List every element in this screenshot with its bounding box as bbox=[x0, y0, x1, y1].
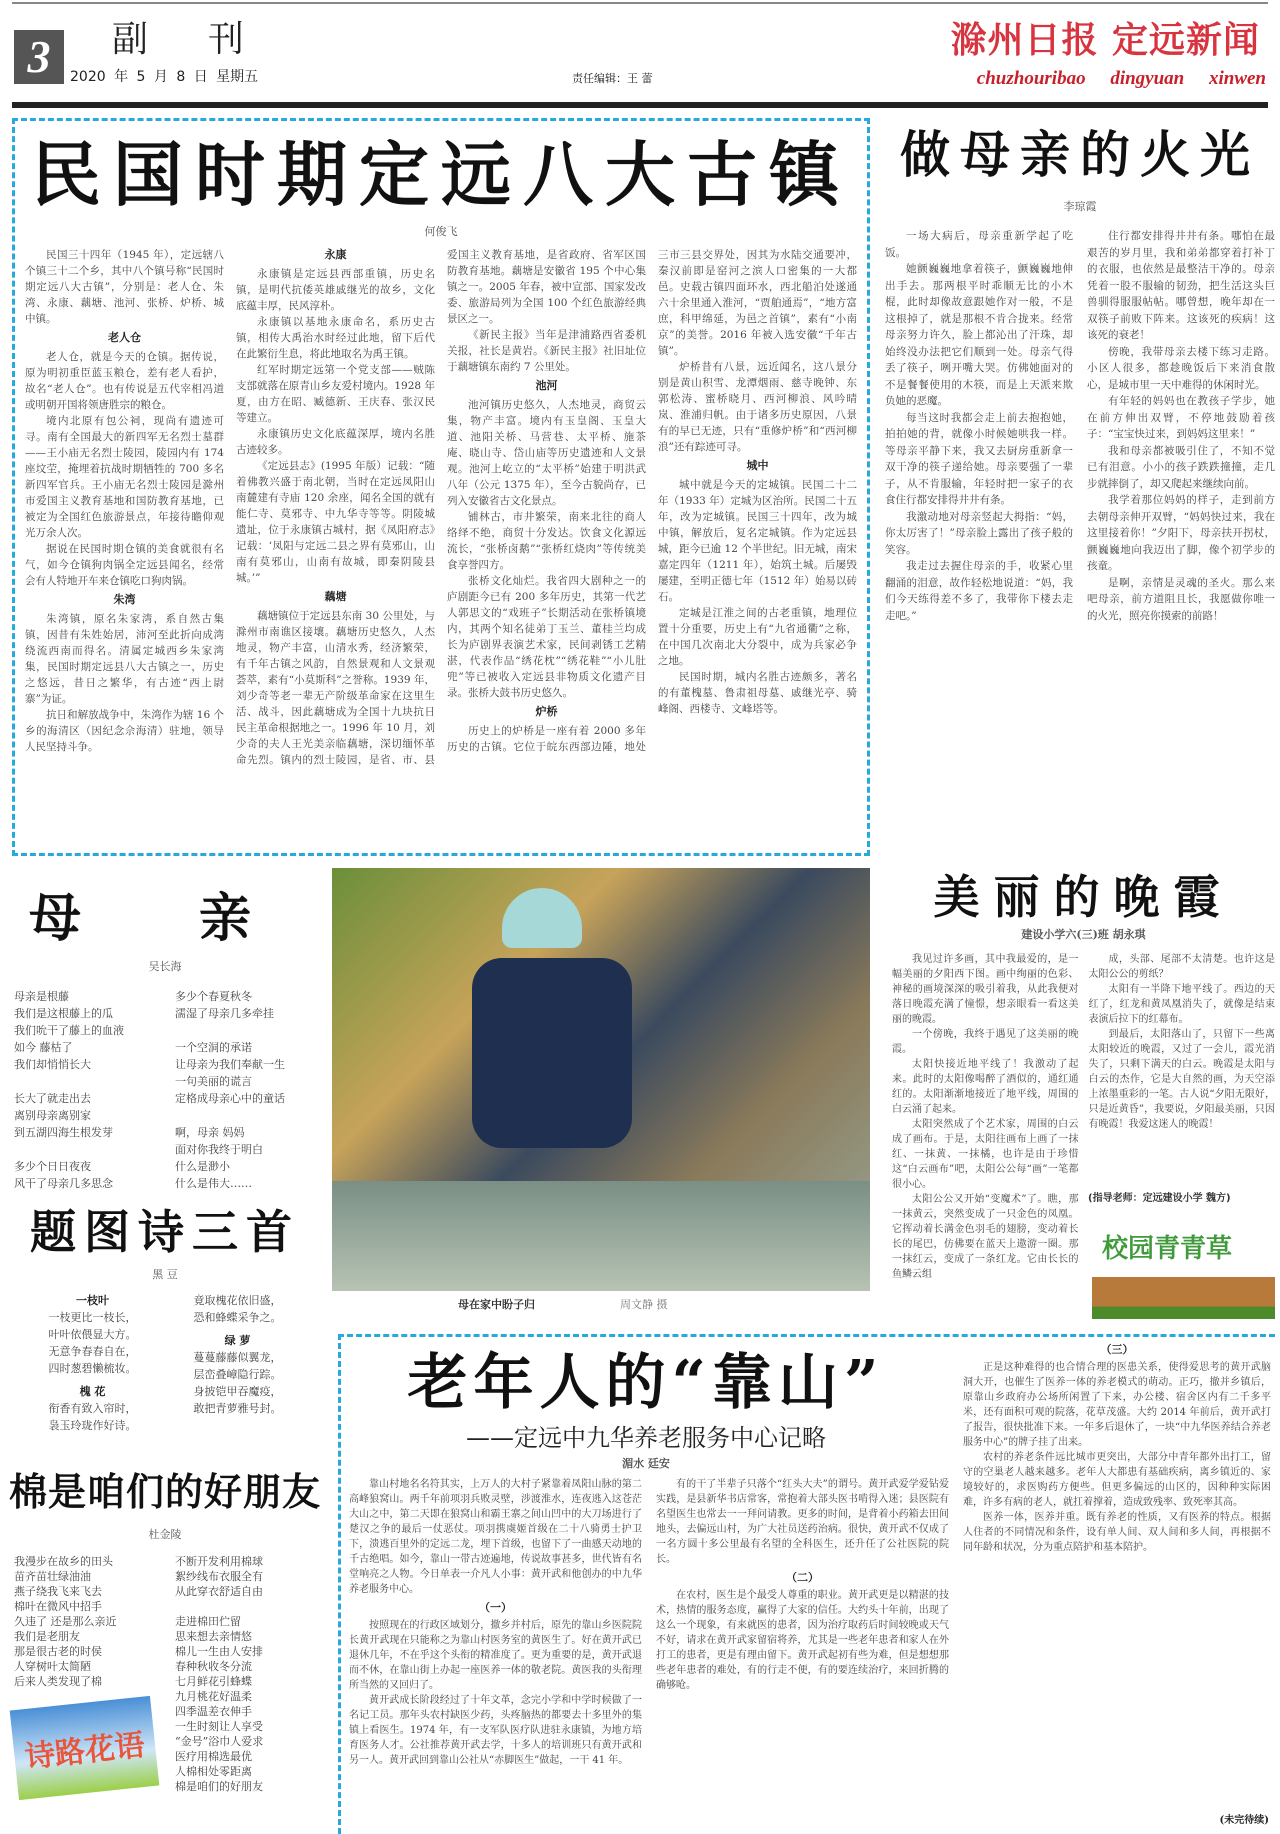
section-heading: 永康 bbox=[324, 248, 347, 261]
photo-elderly-woman bbox=[332, 868, 870, 1291]
article-author: 何俊飞 bbox=[424, 225, 458, 238]
paragraph: 黄开武成长阶段经过了十年文革，念完小学和中学时候做了一名记工员。那年头农村缺医少药，头疼脑热的都要去十多里外的集镇上看医生。1974 年，有一支军队医疗队进驻永康镇，为地方培育医务人才。公社推荐黄开武去学，十多人的培训班只有黄开武和另一人。黄开武回到靠山公社从“赤脚医生”做起，一干 41 年。 bbox=[349, 1695, 642, 1766]
paragraph: 我激动地对母亲竖起大拇指：“妈，你太厉害了！”母亲脸上露出了孩子般的笑容。 bbox=[885, 510, 1073, 556]
paragraph: 抗日和解放战争中，朱湾作为辖 16 个乡的海清区（因纪念佘海清）驻地，领导人民坚持斗争。 bbox=[25, 709, 224, 753]
poem-line: 恐和蜂蝶采争之。 bbox=[193, 1311, 282, 1324]
poem-line bbox=[175, 1599, 316, 1614]
paragraph: 我见过许多画，其中我最爱的，是一幅美丽的夕阳西下图。画中绚丽的色彩、神秘的画境深深的吸引着我，从此我便对落日晚霞充满了憧憬，想亲眼看一看这美丽的晚霞。 bbox=[892, 954, 1079, 1025]
poem-line: 我们吮干了藤上的血液 bbox=[14, 1024, 124, 1037]
editor-credit: 责任编辑：王 蕾 bbox=[572, 72, 653, 85]
article-body bbox=[349, 1477, 949, 1827]
section-heading: 池河 bbox=[535, 379, 558, 392]
paragraph: 《新民主报》当年是津浦路西省委机关报，社长是黄岩。《新民主报》社旧址位于藕塘镇东南约 7 公里处。 bbox=[447, 329, 646, 373]
poem-line: 叶叶依偎显大方。 bbox=[48, 1328, 137, 1341]
poem-line: 面对你我终于明白 bbox=[175, 1143, 263, 1156]
poem-line: 风干了母亲几多思念 bbox=[14, 1177, 113, 1190]
headscarf-shape bbox=[502, 888, 582, 948]
paragraph: 朱湾镇，原名朱家湾，系自然古集镇，因昔有朱姓始居，沛河至此折向成湾绕流西南而得名。清属定城西乡朱家湾集，民国时期定远县八大古镇之一，历史之悠远，昔日之繁华，有古迹“西上尉寨”为证。 bbox=[25, 613, 224, 705]
section-heading: （三） bbox=[1100, 1343, 1134, 1356]
section-heading: （一） bbox=[479, 1601, 512, 1614]
poem-line: 燕子绕我飞来飞去 bbox=[14, 1585, 102, 1598]
paragraph: 成，头部、尾部不太清楚。也许这是太阳公公的剪纸？ bbox=[1088, 954, 1275, 980]
article-body bbox=[25, 247, 857, 847]
poem-column-right bbox=[175, 988, 316, 1192]
paragraph: 在农村，医生是个最受人尊重的职业。黄开武更是以精湛的技术，热情的服务态度，赢得了大家的信任。大约头十年前，出现了这么一个现象，有来就医的患者，因为治疗取药后时间较晚或天气不好，请求在黄开武家留宿将养，尤其是一些老年患者和家人在外打工的患者，更是有理由留下。黄开武起初有些为难，但是想想那些老年患者的难处，有的行走不便，有的要连续治疗，来回折腾的确够呛。 bbox=[656, 1590, 949, 1691]
text-column bbox=[892, 952, 1079, 1282]
poem-line: 一枝更比一枝长， bbox=[48, 1311, 137, 1324]
poem-subtitle: 绿 萝 bbox=[224, 1334, 251, 1347]
poem-line: 思来想去亲情悠 bbox=[175, 1630, 252, 1643]
top-rule bbox=[12, 2, 1268, 4]
newspaper-logo-pinyin: chuzhouribao dingyuan xinwen bbox=[976, 68, 1266, 89]
text-column bbox=[963, 1339, 1271, 1809]
article-body-right bbox=[963, 1339, 1271, 1809]
campus-grass-badge: 校园青青草 bbox=[1092, 1214, 1275, 1319]
article-author: 湄水 廷安 bbox=[622, 1457, 670, 1470]
article-author: 建设小学六(三)班 胡永琪 bbox=[1021, 928, 1146, 941]
poem-line: 一句美丽的谎言 bbox=[175, 1075, 252, 1088]
article-title: 美丽的晚霞 bbox=[933, 870, 1234, 924]
poem-line: 敢把青萝雅号封。 bbox=[193, 1402, 282, 1415]
poem-body bbox=[0, 1292, 330, 1434]
poem-line: 离别母亲离别家 bbox=[14, 1109, 91, 1122]
page-number: 3 bbox=[14, 30, 64, 84]
newspaper-logo: 滁州日报 定远新闻 bbox=[950, 19, 1260, 61]
poem-line: 棉是咱们的好朋友 bbox=[175, 1780, 263, 1793]
section-title: 副刊 bbox=[112, 19, 305, 60]
poem-title: 棉是咱们的好朋友 bbox=[8, 1469, 321, 1514]
paragraph: 境内北原有包公祠，现尚有遗迹可寻。南有全国最大的新四军无名烈士墓群——王小庙无名烈士陵园，陵园内有 174 座坟茔，掩埋着抗战时期牺牲的 700 多名新四军官兵。王小庙无名烈士陵园是滁州市爱国主义教育基地和国防教育基地，已被定为全国红色旅游景点，年接待瞻仰观光万余人次。 bbox=[25, 415, 224, 539]
poem-line: 一生时刻让人享受 bbox=[175, 1720, 263, 1733]
poem-line: 身披铠甲吞魔疫， bbox=[193, 1385, 282, 1398]
text-column bbox=[885, 228, 1073, 848]
section-heading: （二） bbox=[786, 1571, 819, 1584]
paragraph: 一场大病后，母亲重新学起了吃饭。 bbox=[885, 230, 1073, 259]
poem-line: 后来人类发现了棉 bbox=[14, 1675, 102, 1688]
poem-line: 什么是伟大…… bbox=[175, 1177, 252, 1190]
article-title: 民国时期定远八大古镇 bbox=[31, 133, 851, 216]
paragraph: 池河镇历史悠久，人杰地灵，商贸云集，物产丰富。境内有玉皇阁、玉皇大道、池阳关桥、马营巷、太平桥、施茶庵、晓山寺、岱山庙等历史遗迹和人文景观。池河上屹立的“太平桥”始建于明洪武八年（公元 1375 年），至今古貌尚存，已列入安徽省古文化景点。 bbox=[447, 399, 646, 507]
poem-column-left bbox=[14, 988, 155, 1192]
poem-line bbox=[175, 1022, 316, 1039]
paragraph: 铺林古，市井繁荣，南来北往的商人络绎不绝，商贸十分发达。饮食文化源远流长，“张桥卤鹅”“张桥红烧肉”等传统美食享誉四方。 bbox=[447, 511, 646, 571]
paragraph: 永康镇以基地永康命名，系历史古镇，相传大禹治水时经过此地，留下后代在此繁衍生息，将此地取名为禹王镇。 bbox=[236, 316, 435, 360]
paragraph: 城中就是今天的定城镇。民国二十二年（1933 年）定城为区治所。民国二十五年，改为定城镇。民国三十四年，改为城中镇，解放后，复名定城镇。作为定远县城，距今已逾 12 个半世纪。旧无城，南宋嘉定四年（1211 年），始筑土城。后屡毁屡建，至明正德七年（1512 年）始易以砖石。 bbox=[658, 479, 857, 603]
poem-line: 无意争春春自在， bbox=[48, 1345, 137, 1358]
poem-line: 棉儿一生由人安排 bbox=[175, 1645, 263, 1658]
text-column bbox=[1087, 228, 1275, 848]
poem-stanza bbox=[175, 1292, 300, 1326]
poem-line: 从此穿衣舒适自由 bbox=[175, 1585, 263, 1598]
paragraph: 红军时期定远第一个党支部——贼陈支部就落在原青山乡友爱村境内。1928 年夏，由方在昭、臧德新、王庆春、张汉民等建立。 bbox=[236, 364, 435, 424]
photo-credit: 周文静 摄 bbox=[620, 1298, 668, 1311]
paragraph: 她颤巍巍地拿着筷子，颤巍巍地伸出手去。那两根平时乖顺无比的小木棍，此时却像故意跟她作对一般，不是这根掉了，就是那根不肯合拢来。经常母亲努力许久，脸上都沁出了汗珠，却始终没办法把它们顺到一处。母亲气得丢了筷子，咧开嘴大哭。仿佛她面对的不是餐餐使用的木筷，而是上天派来欺负她的恶魔。 bbox=[885, 263, 1073, 407]
poem-column-left bbox=[14, 1554, 155, 1689]
poem-subtitle: 槐 花 bbox=[79, 1385, 106, 1398]
photo-caption: 母在家中盼子归 bbox=[458, 1298, 535, 1311]
poem-mother bbox=[0, 880, 330, 1190]
paragraph: 农村的养老条件远比城市更突出，大部分中青年都外出打工，留守的空巢老人越来越多。老年人大都患有基础疾病，离乡镇近的、家境较好的，求医购药方便些。但更多偏远的山区的，因种种实际困难，许多有病的老人，就扛着撑着，造成致残率、致死率其高。 bbox=[963, 1452, 1271, 1508]
poem-line: 久违了 还是那么亲近 bbox=[14, 1615, 117, 1628]
poem-line: 九月桃花好温柔 bbox=[175, 1690, 252, 1703]
poem-line: 春种秋收冬分流 bbox=[175, 1660, 252, 1673]
paragraph: 到最后，太阳落山了，只留下一些离太阳较近的晚霞，又过了一会儿，霞光消失了，只剩下满天的白云。晚霞是太阳与白云的杰作，它是大自然的画，为天空添上浓墨重彩的一笔。古人说“夕阳无限好，只是近黄昏”，我要说，夕阳最美丽，只因有晚霞！我爱这迷人的晚霞！ bbox=[1088, 1029, 1275, 1130]
paragraph: 张桥文化灿烂。我省四大剧种之一的庐剧距今已有 200 多年历史，其第一代艺人郭思文的“戏班子”长期活动在张桥镇境内，其两个知名徒弟丁玉兰、董桂兰均成长为庐剧界表演艺术家，民间剥锈工艺精湛，代表作品“绣花枕”“绣花鞋”“小儿肚兜”等已被收入定远县非物质文化遗产目录。张桥大鼓书历史悠久。 bbox=[447, 575, 646, 699]
paragraph: 按照现在的行政区域划分，撤乡并村后，原先的靠山乡医院院长黄开武现在只能称之为靠山村医务室的黄医生了。好在黄开武已退休几年，不在乎这个头衔的精准度了。更为重要的是，黄开武退而不休，在靠山街上办起一座医养一体的敬老院。黄医我的头衔理所当然的又回归了。 bbox=[349, 1620, 642, 1691]
poem-line: 那是很古老的时侯 bbox=[14, 1645, 102, 1658]
poem-cotton-friend bbox=[0, 1460, 330, 1830]
paragraph: 太阳公公又开始“变魔术”了。瞧，那一抹黄云，突然变成了一只金色的凤凰。它挥动着长满金色羽毛的翅膀，变动着长长的尾巴，仿佛要在蓝天上遨游一圈。那一抹红云，变成了一条红龙。它由长长的鱼鳞云组 bbox=[892, 1194, 1079, 1280]
article-elderly-support bbox=[338, 1334, 1275, 1834]
paragraph: 历史上的炉桥是一座有着 2000 多年历史的古镇。它位于皖东西部边陲，地处三市三县交界处，因其为水陆交通要冲，秦汉前即是窑河之滨人口密集的一大都邑。史载古镇四面环水，西北船泊处遂通六十余里通入淮河，“贾舶通焉”，“地方富庶，科甲绵延，为邑之首镇”，素有“小南京”的美誉。2016 年被入选安徽“千年古镇”。 bbox=[447, 249, 857, 753]
poem-three-picture-poems bbox=[0, 1200, 330, 1450]
poem-line: 我们是这根藤上的瓜 bbox=[14, 1007, 113, 1020]
paragraph: 傍晚，我带母亲去楼下练习走路。小区人很多，都趁晚饭后下来消食散心，是城市里一天中难得的休闲时光。 bbox=[1087, 345, 1275, 391]
poem-line: 棉叶在微风中招手 bbox=[14, 1600, 102, 1613]
text-column bbox=[656, 1477, 949, 1827]
poem-line: 我们是老朋友 bbox=[14, 1630, 80, 1643]
poem-column-right bbox=[175, 1554, 316, 1794]
poem-line: 多少个春夏秋冬 bbox=[175, 990, 252, 1003]
paragraph: 每当这时我都会走上前去抱抱她，拍拍她的背，就像小时候她哄我一样。等母亲平静下来，我又去厨房重新拿一双干净的筷子递给她。母亲要强了一辈子，从不肯服输，年轻时把一家子的衣食住行都安排得井井有条。 bbox=[885, 411, 1073, 506]
poem-line: 多少个日日夜夜 bbox=[14, 1160, 91, 1173]
poem-stanza bbox=[175, 1349, 300, 1417]
poem-line: 苗齐苗壮绿油油 bbox=[14, 1570, 91, 1583]
poem-line: 我们却悄悄长大 bbox=[14, 1058, 91, 1071]
poem-line: 人穿树叶太简陋 bbox=[14, 1660, 91, 1673]
article-author: 李琼霞 bbox=[1063, 200, 1097, 213]
poem-line: 长大了就走出去 bbox=[14, 1092, 91, 1105]
article-body bbox=[885, 228, 1275, 848]
header-rule bbox=[12, 102, 1268, 108]
section-heading: 藕塘 bbox=[324, 590, 347, 603]
poem-line: 袅玉玲珑作好诗。 bbox=[48, 1419, 137, 1432]
poem-line: 如今 藤枯了 bbox=[14, 1041, 73, 1054]
issue-date: 2020 年 5 月 8 日 星期五 bbox=[70, 69, 259, 85]
text-column bbox=[349, 1477, 642, 1827]
poem-line: “金号”浴巾人爱求 bbox=[175, 1735, 264, 1748]
poem-line bbox=[175, 1107, 316, 1124]
paragraph: 定城是江淮之间的古老重镇，地理位置十分重要，历史上有“九省通衢”之称，在中国几次南北大分裂中，成为兵家必争之地。 bbox=[658, 607, 857, 667]
poem-author: 黑 豆 bbox=[152, 1268, 178, 1281]
poem-line: 让母亲为我们奉献一生 bbox=[175, 1058, 285, 1071]
poem-line: 母亲是根藤 bbox=[14, 990, 69, 1003]
paragraph: 民国时期，城内名胜古迹颇多，著名的有董槐墓、鲁肃祖母墓、戚继光亭、骑峰阁、西楼寺、文峰塔等。 bbox=[658, 671, 857, 715]
poem-line: 不断开发利用棉球 bbox=[175, 1555, 263, 1568]
article-subtitle: ——定远中九华养老服务中心记略 bbox=[466, 1424, 826, 1452]
poem-line bbox=[14, 1141, 155, 1158]
poem-line: 四时葱碧懒梳妆。 bbox=[48, 1362, 137, 1375]
paragraph: 永康镇是定远县西部重镇，历史名镇，是明代抗倭英雄戚继光的故乡，文化底蕴丰厚，民风淳朴。 bbox=[236, 268, 435, 312]
poem-line: 濡湿了母亲几多牵挂 bbox=[175, 1007, 274, 1020]
poem-title: 母 亲 bbox=[28, 888, 302, 949]
paragraph: 藕塘镇位于定远县东南 30 公里处，与滁州市南谯区接壤。藕塘历史悠久，人杰地灵，物产丰富，山清水秀，经济繁荣，有千年古镇之风韵，自然景观和人文景观荟萃，素有“小莫斯科”之誉称。1939 年，刘少奇等老一辈无产阶级革命家在这里生活、战斗，因此藕塘成为全国十九块抗日民主革命根据地之一。1996 年 10 月，刘少奇的夫人王光美亲临藕塘，深切缅怀革命先烈。镇内的烈士陵园，是省、市、县爱国主义教育基地，是省政府、省军区国防教育基地。藕塘是安徽省 195 个中心集镇之一。2005 年春，被中宣部、国家发改委、旅游局列为全国 100 个红色旅游经典景区之一。 bbox=[236, 249, 646, 766]
poem-line: 我漫步在故乡的田头 bbox=[14, 1555, 113, 1568]
poem-line: 什么是渺小 bbox=[175, 1160, 230, 1173]
text-column bbox=[1089, 952, 1276, 1132]
paragraph: 正是这种难得的也合情合理的医患关系，使得爱思考的黄开武脑洞大开，也催生了医养一体的养老模式的萌动。正巧，撤并乡镇后，原靠山乡政府办公场所闲置了下来，办公楼、宿舍区内有二千多平米，还有面积可观的院落，花草茂盛。大约 2014 年前后，黄开武打了报告，很快批准下来。一年多后退休了，一块“中九华医养结合养老服务中心”的牌子挂了出来。 bbox=[963, 1362, 1271, 1448]
stone-steps bbox=[332, 1181, 870, 1291]
section-heading: 老人仓 bbox=[108, 331, 141, 344]
paragraph: 民国三十四年（1945 年），定远辖八个镇三十二个乡，其中八个镇号称“民国时期定远八大古镇”，分别是：老人仓、朱湾、永康、藕塘、池河、张桥、炉桥、城中镇。 bbox=[25, 249, 224, 325]
poem-subtitle: 一枝叶 bbox=[76, 1294, 109, 1307]
article-mothers-light bbox=[885, 120, 1275, 860]
poem-body bbox=[0, 988, 330, 1192]
paragraph: 我走过去握住母亲的手，收紧心里翻涌的泪意，故作轻松地说道：“妈，我们今天练得差不多了，我带你下楼去走走吧。” bbox=[885, 560, 1073, 622]
poem-author: 吴长海 bbox=[148, 960, 182, 973]
poem-line: 人棉相处零距离 bbox=[175, 1765, 252, 1778]
poem-title: 题图诗三首 bbox=[30, 1205, 300, 1259]
poem-line: 衔香有致入帘时， bbox=[48, 1402, 137, 1415]
paragraph: 我学着那位妈妈的样子，走到前方去朝母亲伸开双臂，“妈妈快过来，我在这里接着你！”夕阳下，母亲扶开拐杖，颤巍巍地向我迈出了脚，像个初学步的孩童。 bbox=[1087, 494, 1275, 572]
poem-line: 层峦叠嶂隐行踪。 bbox=[193, 1368, 282, 1381]
poem-line: 走进棉田伫留 bbox=[175, 1615, 241, 1628]
poem-stanza bbox=[30, 1400, 155, 1434]
paragraph: 靠山村地名名符其实，上万人的大村子紧靠着凤阳山脉的第二高峰狼窝山。两千年前项羽兵败灵壁，涉渡淮水，连夜逃入这苍茫大山之中，第二天即在狼窝山和霸王寨之间山凹中的大刀场进行了楚汉之争的最后一仗恶仗。项羽携虞姬首级在二十八骑勇士护卫下，溃逃百里外的定远二龙，埋下首级，也留下了一曲感天动地的千古绝唱。如今，靠山一带古迹遍地，传说故事甚多，世代皆有名堂响亮之人物。今日单表一介凡人小事：黄开武和他创办的中九华养老服务中心。 bbox=[349, 1479, 642, 1595]
poem-line bbox=[14, 1073, 155, 1090]
to-be-continued: (未完待续) bbox=[1219, 1815, 1269, 1826]
poem-line: 到五湖四海生根发芽 bbox=[14, 1126, 113, 1139]
paragraph: 《定远县志》(1995 年版）记载：“随着佛教兴盛于南北朝，当时在定远凤阳山南麓建有寺庙 120 余座，闻名全国的就有能仁寺、莫邪寺、中九华寺等等。阴陵城遗址，位于永康镇古城村，据《凤阳府志》记载：‘凤阳与定远二县之界有莫邪山，山南有莫邪山，山南有故城，即秦阴陵县城。’” bbox=[236, 460, 435, 584]
paragraph: 老人仓，就是今天的仓镇。据传说，原为明初重臣蓝玉粮仓，差有老人看护，故名“老人仓”。也有传说是五代宰相冯道或明朝开国将领唐胜宗的粮仓。 bbox=[25, 351, 224, 411]
paragraph: 我和母亲都被吸引住了，不知不觉已有泪意。小小的孩子跌跌撞撞，走几步就摔倒了，却又爬起来继续向前。 bbox=[1087, 444, 1275, 490]
article-title: 做母亲的火光 bbox=[900, 125, 1260, 184]
paragraph: 太阳突然成了个艺术家，周围的白云成了画布。于是，太阳往画布上画了一抹红、一抹黄、一抹橘，也许是由于珍惜这“白云画布”吧，太阳公公每“画”一笔都很小心。 bbox=[892, 1119, 1079, 1190]
paragraph: 住行都安排得井井有条。哪怕在最艰苦的岁月里，我和弟弟都穿着打补丁的衣服，也依然是最整洁干净的。母亲凭着一股不服输的韧劲，把生活这头巨兽驯得服服帖帖。哪曾想，晚年却在一双筷子前败下阵来。这该死的疾病！这该死的衰老！ bbox=[1087, 230, 1275, 341]
paragraph: 太阳快接近地平线了！我激动了起来。此时的太阳像喝醉了酒似的，通红通红的。太阳渐渐地接近了地平线，周围的白云涌了起来。 bbox=[892, 1059, 1079, 1115]
paragraph: 据说在民国时期仓镇的美食就很有名气，如今仓镇狗肉锅全定远县闻名，经常会有人特地开车来仓镇吃口狗肉锅。 bbox=[25, 543, 224, 587]
poem-line: 定格成母亲心中的童话 bbox=[175, 1092, 285, 1105]
paragraph: 一个傍晚，我终于遇见了这美丽的晚霞。 bbox=[892, 1029, 1079, 1055]
article-ancient-towns bbox=[12, 118, 870, 856]
poem-line: 竟取槐花依旧盛， bbox=[193, 1294, 282, 1307]
poem-line: 絮纱线布衣服全有 bbox=[175, 1570, 263, 1583]
section-heading: 炉桥 bbox=[535, 705, 558, 718]
teacher-credit: (指导老师：定远建设小学 魏方) bbox=[1088, 1193, 1231, 1204]
poem-line: 医疗用棉选最优 bbox=[175, 1750, 252, 1763]
poem-author: 杜金陵 bbox=[148, 1528, 182, 1541]
poem-line: 一个空洞的承诺 bbox=[175, 1041, 252, 1054]
poem-line: 四季温差衣伸手 bbox=[175, 1705, 252, 1718]
poem-line: 蔓蔓藤藤似翼龙， bbox=[193, 1351, 282, 1364]
poetry-column-badge: 诗路花语 bbox=[10, 1696, 160, 1800]
figure-shape bbox=[472, 958, 632, 1148]
paragraph: 太阳有一半降下地平线了。西边的天红了，红龙和黄凤凰消失了，就像是结束表演后拉下的红幕布。 bbox=[1088, 984, 1275, 1025]
poem-body bbox=[0, 1554, 330, 1794]
section-heading: 朱湾 bbox=[113, 593, 136, 606]
poem-line: 啊，母亲 妈妈 bbox=[175, 1126, 245, 1139]
paragraph: 是啊，亲情是灵魂的圣火。那么来吧母亲，前方道阻且长，我愿做你唯一的火光，照亮你摸索的前路！ bbox=[1087, 576, 1275, 622]
paragraph: 永康镇历史文化底蕴深厚，境内名胜古迹较多。 bbox=[236, 428, 435, 456]
paragraph: 有的干了半辈子只落个“红头大夫”的谓号。黄开武爱学爱钻爱实践，是县新华书店常客，常抱着大部头医书啃得入迷；县医院有名望医生也常去一一拜问请教。更多的时间，是背着小药箱去田间地头，去偏远山村，为广大社员送药治病。很快，黄开武不仅成了一名方圆十多公里最有名望的全科医生，还升任了公社医院的院长。 bbox=[656, 1479, 949, 1565]
paragraph: 炉桥昔有八景，远近闻名，这八景分别是黄山积雪、龙潭烟雨、慈寺晚钟、东郭松涛、蜜桥晓月、西河柳浪、风吟晴岚、淮浦归帆。由于诸多历史原因，八景有的早已无迹，只有“重修炉桥”和“西河柳浪”还有踪迹可寻。 bbox=[658, 361, 857, 453]
poem-line: 七月鲜花引蜂蝶 bbox=[175, 1675, 252, 1688]
article-title: 老年人的“靠山” bbox=[407, 1348, 885, 1418]
poem-stanza bbox=[30, 1309, 155, 1377]
section-heading: 城中 bbox=[746, 459, 769, 472]
paragraph: 医养一体，医养并重。既有养老的性质，又有医养的特点。根据人住者的不同情况和条件，设有单人间、双人间和多人间，再根据不同年龄和状况，分为重点陪护和基本陪护。 bbox=[963, 1512, 1271, 1553]
paragraph: 有年轻的妈妈也在教孩子学步，她在前方伸出双臂，不停地鼓励着孩子：“宝宝快过来，到妈妈这里来！” bbox=[1087, 395, 1275, 440]
